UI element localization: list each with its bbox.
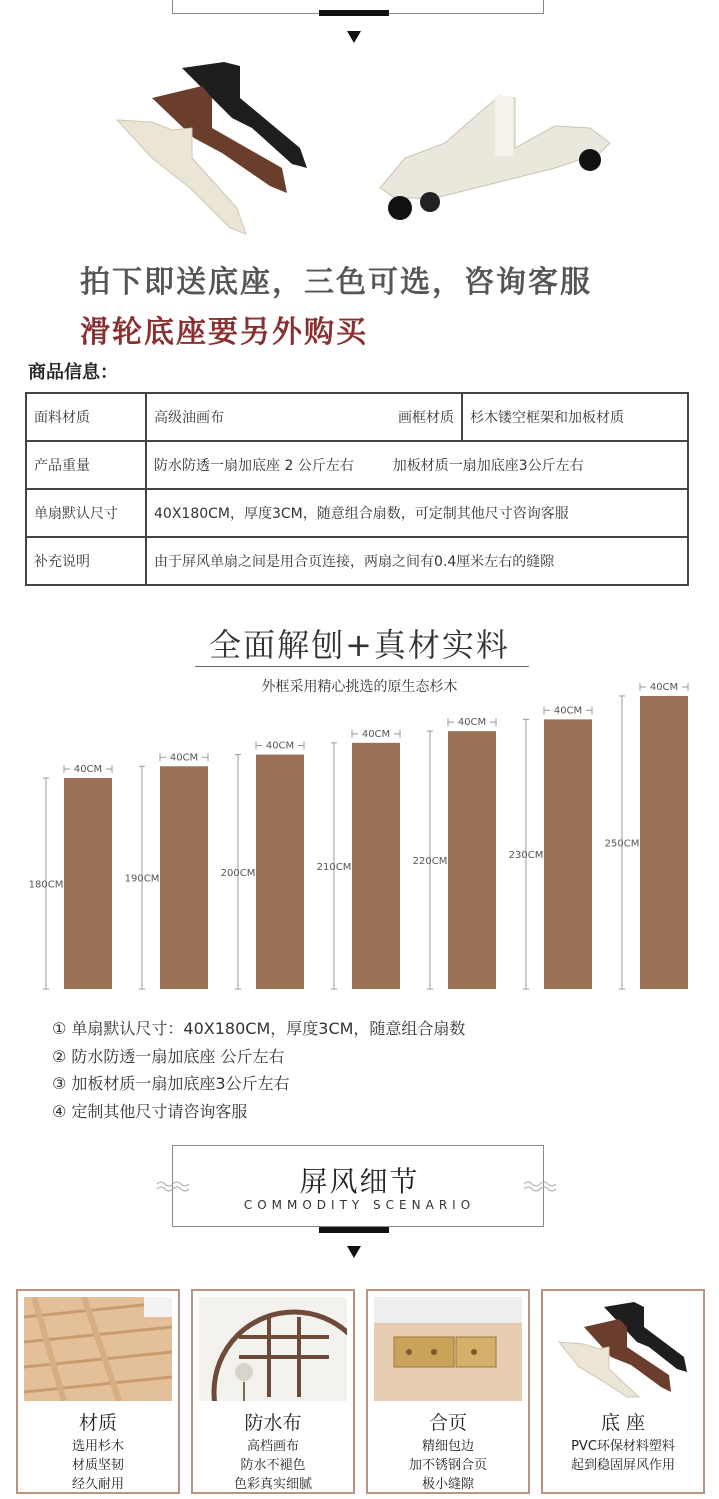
note-item: ① 单扇默认尺寸：40X180CM，厚度3CM，随意组合扇数 bbox=[52, 1019, 466, 1038]
lattice-window-image bbox=[199, 1297, 347, 1401]
table-row bbox=[26, 393, 688, 441]
card-title: 底 座 bbox=[600, 1412, 646, 1434]
divider-bar bbox=[319, 1227, 389, 1233]
height-label: 230CM bbox=[508, 850, 544, 862]
detail-card-base bbox=[541, 1289, 705, 1494]
detail-card-canvas bbox=[191, 1289, 355, 1494]
width-label: 40CM bbox=[265, 740, 295, 752]
spec-value: 40X180CM，厚度3CM，随意组合扇数，可定制其他尺寸咨询客服 bbox=[146, 489, 688, 537]
down-arrow-icon bbox=[347, 31, 361, 43]
divider-bar bbox=[319, 10, 389, 16]
card-desc-line: 加不锈钢合页 bbox=[408, 1458, 487, 1473]
note-item: ② 防水防透一扇加底座 公斤左右 bbox=[52, 1046, 285, 1066]
height-label: 210CM bbox=[316, 861, 352, 873]
spec-value-2: 杉木镂空框架和加板材质 bbox=[462, 393, 688, 441]
size-bar bbox=[256, 755, 304, 989]
size-bar bbox=[544, 719, 592, 989]
size-bar bbox=[640, 696, 688, 989]
details-subtitle: COMMODITY SCENARIO bbox=[243, 1198, 476, 1212]
width-label: 40CM bbox=[553, 705, 583, 717]
height-label: 180CM bbox=[28, 879, 64, 891]
spec-label: 产品重量 bbox=[26, 441, 146, 489]
card-desc-line: 极小缝隙 bbox=[421, 1477, 474, 1492]
spec-label: 单扇默认尺寸 bbox=[26, 489, 146, 537]
stand-base-image bbox=[549, 1297, 697, 1401]
stand-bases-image bbox=[112, 58, 312, 240]
spec-table bbox=[25, 392, 689, 586]
card-desc-line: 高档画布 bbox=[246, 1439, 299, 1454]
size-chart bbox=[0, 680, 719, 1000]
section-underline bbox=[195, 666, 529, 667]
width-label: 40CM bbox=[649, 681, 679, 693]
promo-warning: 滑轮底座要另外购买 bbox=[80, 315, 368, 350]
height-label: 200CM bbox=[220, 867, 256, 879]
table-row bbox=[26, 489, 688, 537]
note-item: ④ 定制其他尺寸请咨询客服 bbox=[52, 1101, 248, 1121]
section-subtitle: 外框采用精心挑选的原生态杉木 bbox=[261, 679, 458, 695]
size-notes bbox=[52, 1015, 465, 1125]
section-title: 全面解刨+真材实料 bbox=[209, 626, 510, 664]
card-title: 材质 bbox=[78, 1412, 117, 1434]
wood-grain-image bbox=[24, 1297, 172, 1401]
spec-value-text: 防水防透一扇加底座 2 公斤左右 bbox=[154, 458, 354, 474]
card-desc-line: 起到稳固屏风作用 bbox=[570, 1458, 675, 1473]
size-bar bbox=[352, 743, 400, 989]
card-desc-line: 精细包边 bbox=[421, 1439, 474, 1454]
size-bar bbox=[448, 731, 496, 989]
detail-card-hinge bbox=[366, 1289, 530, 1494]
card-desc-line: 材质坚韧 bbox=[71, 1458, 124, 1473]
wheeled-base-image bbox=[375, 88, 615, 223]
product-info-title: 商品信息： bbox=[28, 362, 118, 383]
details-title: 屏风细节 bbox=[299, 1165, 420, 1198]
width-label: 40CM bbox=[169, 752, 199, 764]
down-arrow-icon bbox=[347, 1246, 361, 1258]
spec-value bbox=[146, 441, 688, 489]
card-desc-line: 防水不褪色 bbox=[240, 1458, 306, 1473]
width-label: 40CM bbox=[457, 717, 487, 729]
card-desc bbox=[543, 1437, 703, 1475]
width-label: 40CM bbox=[73, 764, 103, 775]
size-bar bbox=[160, 766, 208, 989]
card-title: 防水布 bbox=[244, 1412, 302, 1434]
card-desc-line: PVC环保材料塑料 bbox=[571, 1439, 675, 1454]
hinge-image bbox=[374, 1297, 522, 1401]
size-bar bbox=[64, 778, 112, 989]
spec-label-2: 画框材质 bbox=[398, 410, 454, 426]
table-row bbox=[26, 537, 688, 585]
height-label: 220CM bbox=[412, 856, 448, 868]
spec-value bbox=[146, 393, 462, 441]
note-item: ③ 加板材质一扇加底座3公斤左右 bbox=[52, 1074, 290, 1093]
spec-value-2: 加板材质一扇加底座3公斤左右 bbox=[392, 458, 584, 474]
width-label: 40CM bbox=[361, 728, 391, 740]
height-label: 250CM bbox=[604, 838, 640, 850]
card-desc bbox=[18, 1437, 178, 1494]
height-label: 190CM bbox=[124, 873, 160, 885]
spec-label: 补充说明 bbox=[26, 537, 146, 585]
promo-headline: 拍下即送底座，三色可选，咨询客服 bbox=[80, 265, 592, 300]
spec-label: 面料材质 bbox=[26, 393, 146, 441]
spec-value-text: 高级油画布 bbox=[154, 410, 224, 426]
card-desc bbox=[193, 1437, 353, 1494]
spec-value: 由于屏风单扇之间是用合页连接，两扇之间有0.4厘米左右的缝隙 bbox=[146, 537, 688, 585]
card-desc-line: 经久耐用 bbox=[71, 1477, 124, 1492]
table-row bbox=[26, 441, 688, 489]
card-title: 合页 bbox=[428, 1412, 467, 1434]
card-desc-line: 色彩真实细腻 bbox=[233, 1477, 312, 1492]
detail-card-wood bbox=[16, 1289, 180, 1494]
card-desc bbox=[368, 1437, 528, 1494]
card-desc-line: 选用杉木 bbox=[71, 1439, 124, 1454]
